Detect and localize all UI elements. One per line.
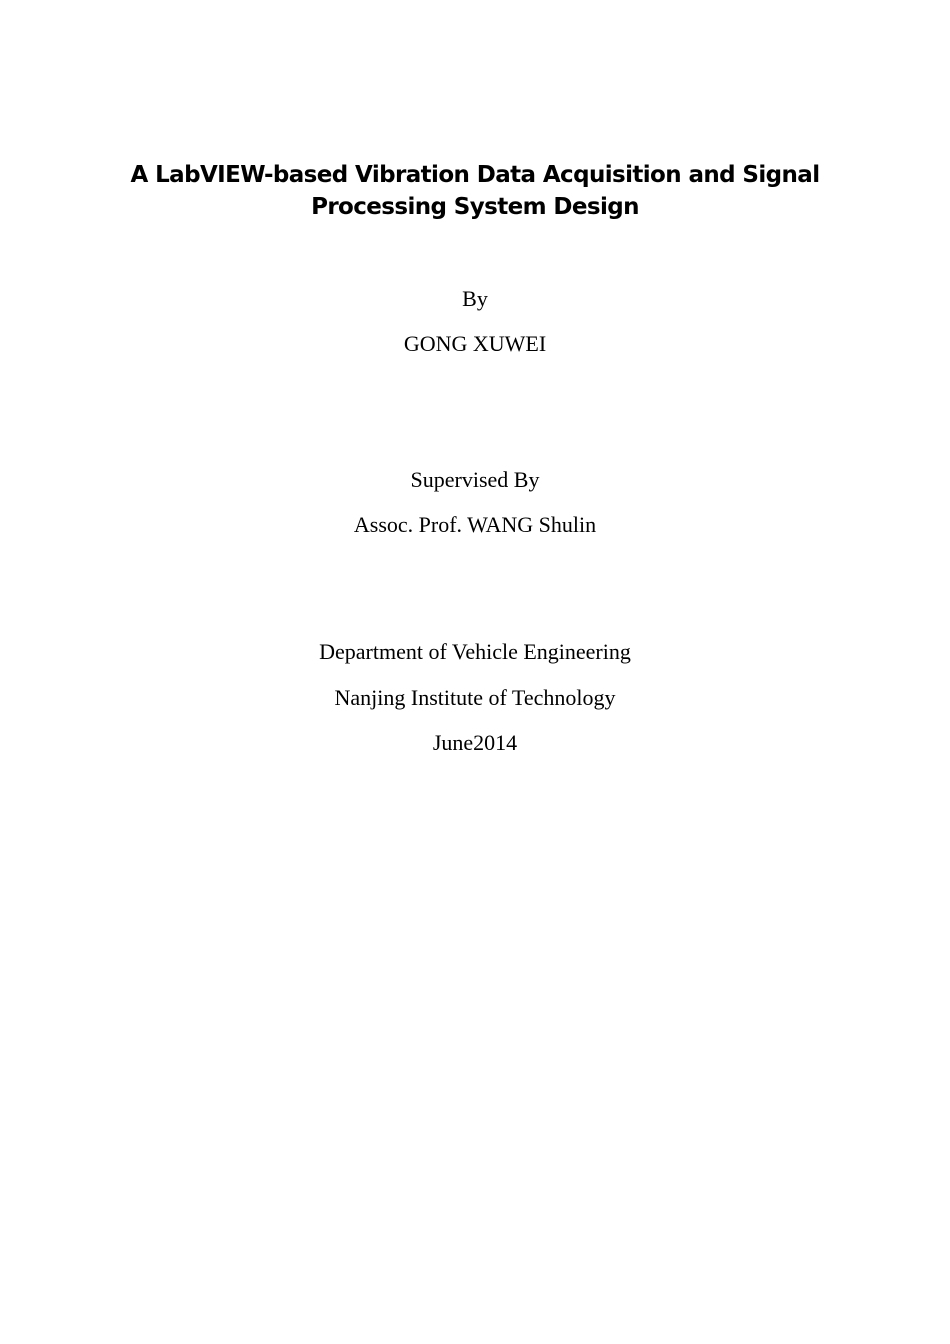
institution-name: Nanjing Institute of Technology — [334, 685, 616, 710]
thesis-title-line-2: Processing System Design — [311, 194, 639, 220]
thesis-title-line-1: A LabVIEW-based Vibration Data Acquisition and Signal — [130, 162, 820, 188]
supervisor-name: Assoc. Prof. WANG Shulin — [353, 512, 597, 537]
author-name: GONG XUWEI — [403, 331, 547, 356]
supervised-by-label: Supervised By — [410, 467, 540, 492]
submission-date: June2014 — [432, 730, 518, 755]
by-label: By — [462, 286, 488, 311]
department-name: Department of Vehicle Engineering — [319, 639, 631, 664]
